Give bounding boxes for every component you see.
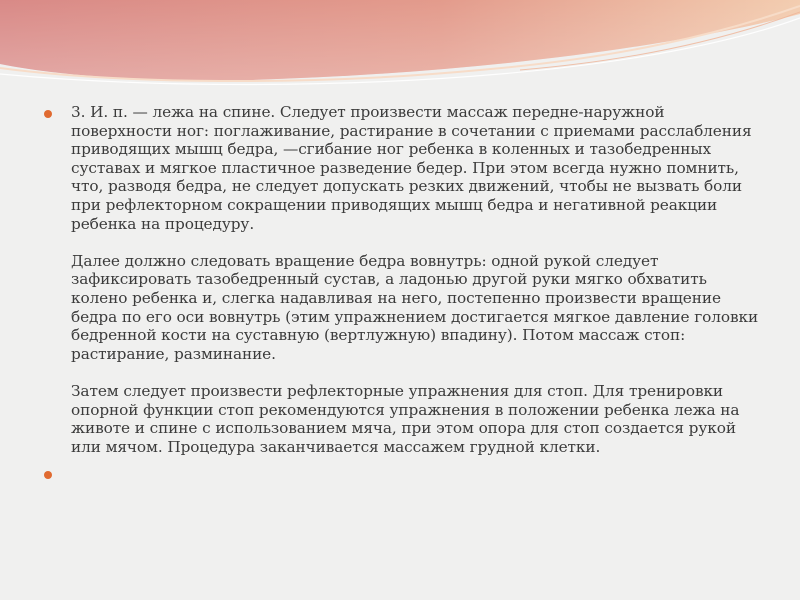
slide-content (44, 103, 759, 479)
bullet-dot-icon (44, 110, 52, 118)
bullet-dot-icon (44, 471, 52, 479)
bullet-item-empty (44, 464, 759, 479)
paragraph-1: 3. И. п. — лежа на спине. Следует произвести массаж передне-наружной поверхности ног: поглаживание, растирание в сочетании с приемами расслабления приводящих мышц бедра, —сгибание ног ребенка в коленных и тазобедренных суставах и мягкое пластичное разведение бедер. При этом всегда нужно помнить, что, разводя бедра, не следует допускать резких движений, чтобы не вызвать боли при рефлекторном сокращении приводящих мышц бедра и негативной реакции ребенка на процедуру. (71, 103, 752, 233)
header-decoration (0, 0, 800, 90)
bullet-item (44, 103, 759, 456)
header-wave-graphic (0, 0, 800, 90)
paragraph-2: Далее должно следовать вращение бедра вовнутрь: одной рукой следует зафиксировать тазобедренный сустав, а ладонью другой руки мягко обхватить колено ребенка и, слегка надавливая на него, постепенно произвести вращение бедра по его оси вовнутрь (этим упражнением достигается мягкое давление головки бедренной кости на суставную (вертлужную) впадину). Потом массаж стоп: растирание, разминание. (71, 251, 759, 363)
bullet-text (71, 103, 759, 456)
paragraph-3: Затем следует произвести рефлекторные упражнения для стоп. Для тренировки опорной функции стоп рекомендуются упражнения в положении ребенка лежа на животе и спине с использованием мяча, при этом опора для стоп создается рукой или мячом. Процедура заканчивается массажем грудной клетки. (71, 381, 740, 456)
